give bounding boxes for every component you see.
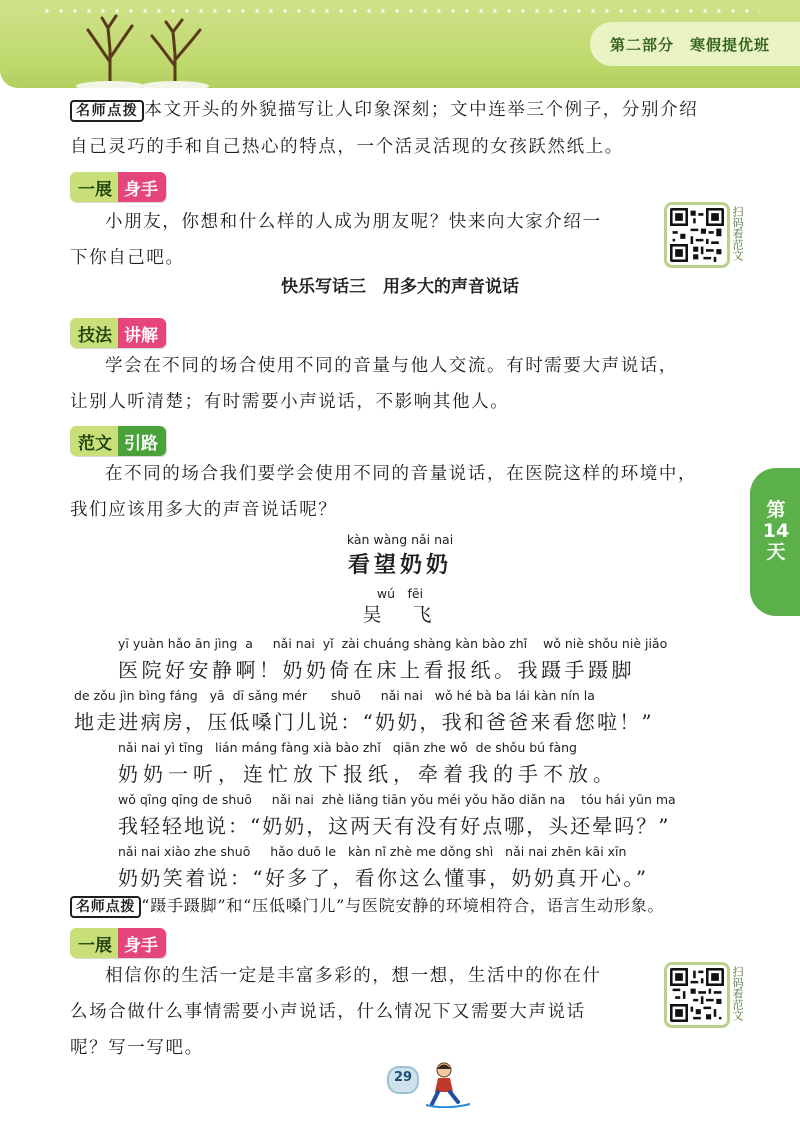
poem-pinyin-line-5: nǎi nai xiào zhe shuō hǎo duō le kàn nǐ zhè me dǒng shì nǎi nai zhēn kāi xīn [118,844,627,859]
label-part-a: 一展 [70,928,118,958]
label-part-a: 范文 [70,426,118,456]
qr-code-icon [664,202,730,268]
label-part-b: 讲解 [118,318,166,348]
qr-caption: 扫码看范文 [731,206,744,261]
label-part-b: 身手 [118,928,166,958]
day-tab-line-1: 第 [766,499,786,521]
tip-label: 名师点拨 [70,100,144,122]
sample-line-2: 我们应该用多大的声音说话呢？ [70,500,338,520]
practice2-text [70,958,655,1066]
method-line-1: 学会在不同的场合使用不同的音量与他人交流。有时需要大声说话， [105,356,678,376]
poem-pinyin-line-2: de zǒu jìn bìng fáng yā dī sǎng mér shuō nǎi nai wǒ hé bà ba lái kàn nín la [74,688,595,703]
label-part-a: 技法 [70,318,118,348]
bottom-tip-block [70,888,760,925]
poem-pinyin-line-4: wǒ qīng qīng de shuō nǎi nai zhè liǎng tiān yǒu méi yǒu hǎo diǎn na tóu hái yūn ma [118,792,676,807]
page-number: 29 [393,1070,413,1085]
bare-trees-illustration [70,10,220,88]
practice2-line-3: 呢？写一写吧。 [70,1038,204,1058]
child-mascot-icon [418,1060,474,1108]
top-tip-line-2: 自己灵巧的手和自己热心的特点，一个活灵活现的女孩跃然纸上。 [70,137,624,157]
label-part-b: 身手 [118,172,166,202]
poem-line-5: 奶奶笑着说：“好多了，看你这么懂事，奶奶真开心。” [118,866,649,890]
practice-label [70,172,166,202]
sample-label [70,426,166,456]
poem-line-4: 我轻轻地说：“奶奶，这两天有没有好点哪，头还晕吗？” [118,814,671,838]
top-tip-line-1 [70,92,750,129]
poem-title-pinyin: kàn wàng nǎi nai [346,532,454,547]
qr-caption: 扫码看范文 [731,966,744,1021]
qr-code-box[interactable] [664,962,730,1032]
poem-title: 看望奶奶 [347,553,452,578]
day-tab-line-3: 天 [766,541,786,563]
method-label [70,318,166,348]
tip-label: 名师点拨 [70,896,141,918]
poem-pinyin-line-3: nǎi nai yì tīng lián máng fàng xià bào zhǐ qiān zhe wǒ de shǒu bú fàng [118,740,577,755]
tip-text: 本文开头的外貌描写让人印象深刻；文中连举三个例子，分别介绍 [144,100,699,120]
poem-pinyin-line-1: yī yuàn hǎo ān jìng a nǎi nai yǐ zài chuáng shàng kàn bào zhǐ wǒ niè shǒu niè jiǎo [118,636,668,651]
top-tip-block [70,92,750,165]
method-text [70,348,760,420]
header-title: 第二部分 寒假提优班 [609,36,770,54]
poem-author-pinyin: wú fēi [376,586,424,601]
practice1-line-1: 小朋友，你想和什么样的人成为朋友呢？快来向大家介绍一 [105,212,602,232]
qr-code-box[interactable] [664,202,730,272]
poem-author: 吴 飞 [362,604,438,626]
tip-text: “蹑手蹑脚”和“压低嗓门儿”与医院安静的环境相符合，语言生动形象。 [141,896,665,915]
method-line-2: 让别人听清楚；有时需要小声说话，不影响其他人。 [70,392,510,412]
lesson-title: 快乐写话三 用多大的声音说话 [281,277,519,297]
label-part-b: 引路 [118,426,166,456]
poem-line-2: 地走进病房，压低嗓门儿说：“奶奶，我和爸爸来看您啦！” [74,710,654,734]
practice2-line-2: 么场合做什么事情需要小声说话，什么情况下又需要大声说话 [70,1002,586,1022]
qr-code-icon [664,962,730,1028]
practice1-line-2: 下你自己吧。 [70,248,185,268]
poem-line-1: 医院好安静啊！奶奶倚在床上看报纸。我蹑手蹑脚 [118,658,635,682]
poem-line-3: 奶奶一听，连忙放下报纸，牵着我的手不放。 [118,762,618,786]
day-tab-line-2: 14 [762,520,790,542]
day-side-tab-label [758,500,794,563]
practice-label [70,928,166,958]
sample-line-1: 在不同的场合我们要学会使用不同的音量说话，在医院这样的环境中， [105,464,698,484]
label-part-a: 一展 [70,172,118,202]
practice2-line-1: 相信你的生活一定是丰富多彩的，想一想，生活中的你在什 [105,966,602,986]
practice1-text [70,204,652,276]
sample-text [70,456,760,528]
